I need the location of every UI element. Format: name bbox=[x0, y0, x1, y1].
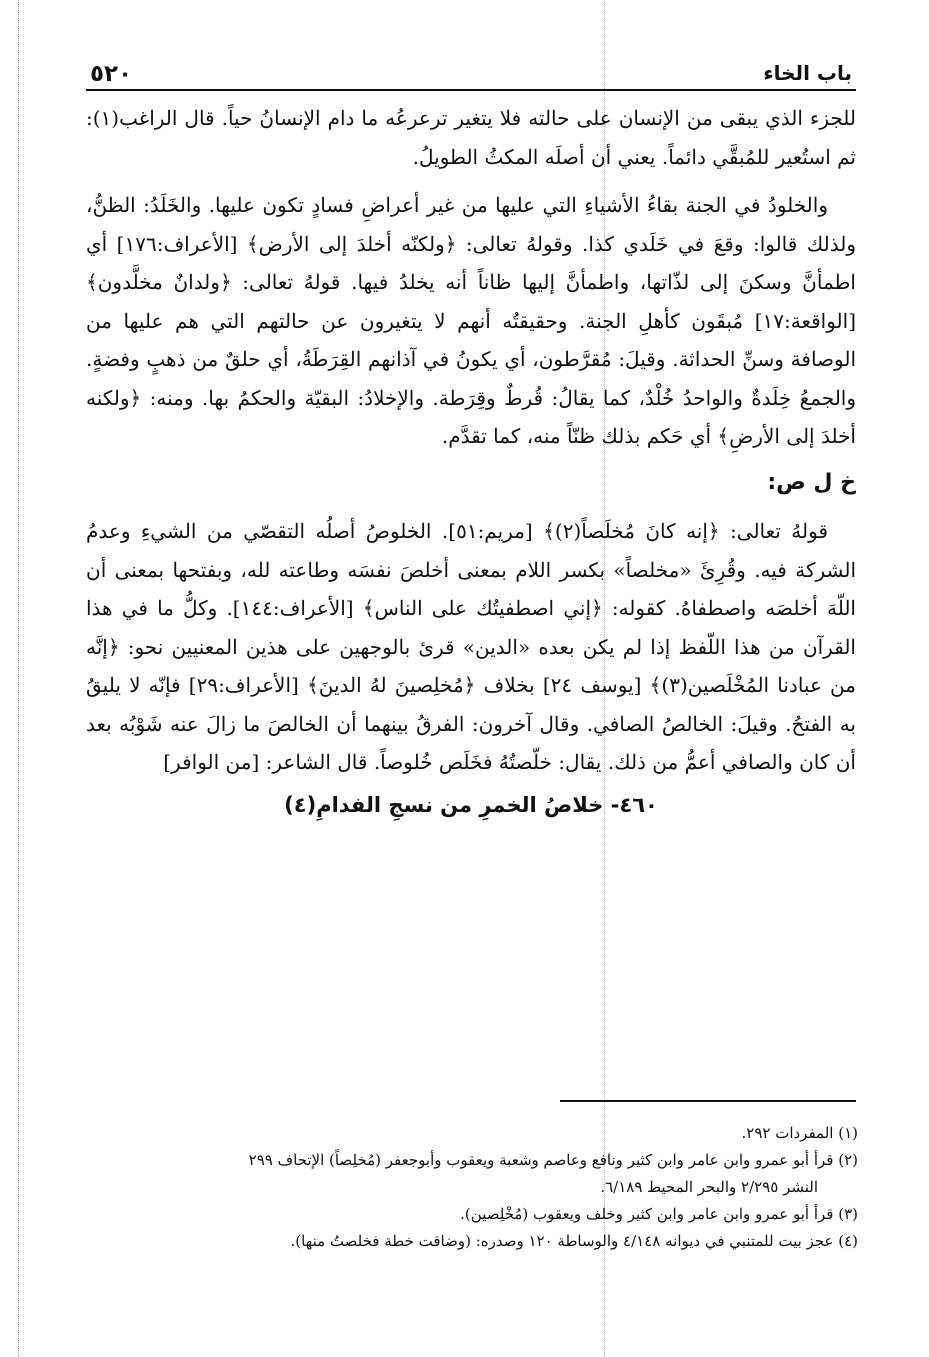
page-number: ٥٢٠ bbox=[90, 61, 133, 87]
chapter-title: باب الخاء bbox=[763, 61, 852, 85]
poetry-verse: ٤٦٠- خلاصُ الخمرِ من نسجِ الفدامِ(٤) bbox=[284, 792, 658, 817]
footnote-divider bbox=[560, 1100, 856, 1102]
footnote-3: (٣) قرأ أبو عمرو وابن عامر وابن كثير وخلف ويعقوب (مُخْلِصين). bbox=[460, 1205, 858, 1223]
footnote-4: (٤) عجز بيت للمتنبي في ديوانه ٤/١٤٨ والوساطة ١٢٠ وصدره: (وضاقت خطة فخلصتُ منها). bbox=[290, 1232, 858, 1250]
footnote-1: (١) المفردات ٢٩٢. bbox=[741, 1124, 858, 1142]
paragraph-1: للجزء الذي يبقى من الإنسان على حالته فلا يتغير ترعرعُه ما دام الإنسانُ حياً. قال الراغب(١): ثم استُعير للمُبقَّي دائماً. يعني أن أصلَه المكثُ الطويلُ. bbox=[86, 106, 856, 169]
footnotes bbox=[90, 1120, 858, 1255]
main-text bbox=[86, 99, 856, 824]
paragraph-2: والخلودُ في الجنة بقاءُ الأشياءِ التي عليها من غير أعراضِ فسادٍ تكون عليها. والخَلَدُ: الظنُّ، ولذلك قالوا: وقعَ في خَلَدي كذا. وقولهُ تعالى: ﴿ولكنّه أخلدَ إلى الأرض﴾ [الأعراف:١٧٦] أي اطمأنَّ وسكنَ إلى لذّاتها، واطمأنَّ إليها ظاناً أنه يخلدُ فيها. قولهُ تعالى: ﴿ولدانٌ مخلَّدون﴾ [الواقعة:١٧] مُبقَون كأهلِ الجنة. وحقيقتُه أنهم لا يتغيرون عن حالتهم التي هم عليها من الوصافة وسنِّ الحداثة. وقيلَ: مُقرَّطون، أي يكونُ في آذانهم القِرَطَةُ، أي حلقٌ من ذهبٍ وفضةٍ. والجمعُ خِلَدةٌ والواحدُ خُلْدٌ، كما يقالُ: قُرطٌ وقِرَطة. والإخلادُ: البقيّة والحكمُ بها. ومنه: ﴿ولكنه أخلدَ إلى الأرضِ﴾ أي حَكم بذلك ظنّاً منه، كما تقدَّم. bbox=[86, 193, 857, 448]
footnote-2-continuation: النشر ٢/٢٩٥ والبحر المحيط ٦/١٨٩. bbox=[600, 1178, 818, 1196]
footnote-2: (٢) قرأ أبو عمرو وابن عامر وابن كثير ونافع وعاصم وشعبة ويعقوب وأبوجعفر (مُخلِصاً) الإتحاف ٢٩٩ bbox=[248, 1151, 858, 1169]
running-header bbox=[86, 55, 856, 91]
book-page bbox=[86, 55, 856, 824]
scan-artifact-line bbox=[18, 0, 19, 1357]
section-heading: خ ل ص: bbox=[767, 469, 856, 495]
paragraph-3: قولهُ تعالى: ﴿إنه كانَ مُخلَصاً(٢)﴾ [مريم:٥١]. الخلوصُ أصلُه التقصّي من الشيءِ وعدمُ الشركة فيه. وقُرِئَ «مخلصاً» بكسر اللام بمعنى أخلصَ نفسَه وطاعته لله، وبفتحها بمعنى أن اللّهَ أخلصَه واصطفاهُ. كقوله: ﴿إني اصطفيتُك على الناس﴾ [الأعراف:١٤٤]. وكلُّ ما في هذا القرآن من هذا اللّفظ إذا لم يكن بعده «الدين» قرئ بالوجهين على هذين المعنيين نحو: ﴿إنَّه من عبادنا المُخْلَصين(٣)﴾ [يوسف ٢٤] بخلاف ﴿مُخلِصينَ لهُ الدينَ﴾ [الأعراف:٢٩] فإنّه لا يليقُ به الفتحُ. وقيلَ: الخالصُ الصافي. وقال آخرون: الفرقُ بينهما أن الخالصَ ما زالَ عنه شَوْبُه بعد أن كان والصافي أعمُّ من ذلك. يقال: خلّصتُهُ فخَلَص خُلوصاً. قال الشاعر: [من الوافر] bbox=[86, 519, 856, 774]
